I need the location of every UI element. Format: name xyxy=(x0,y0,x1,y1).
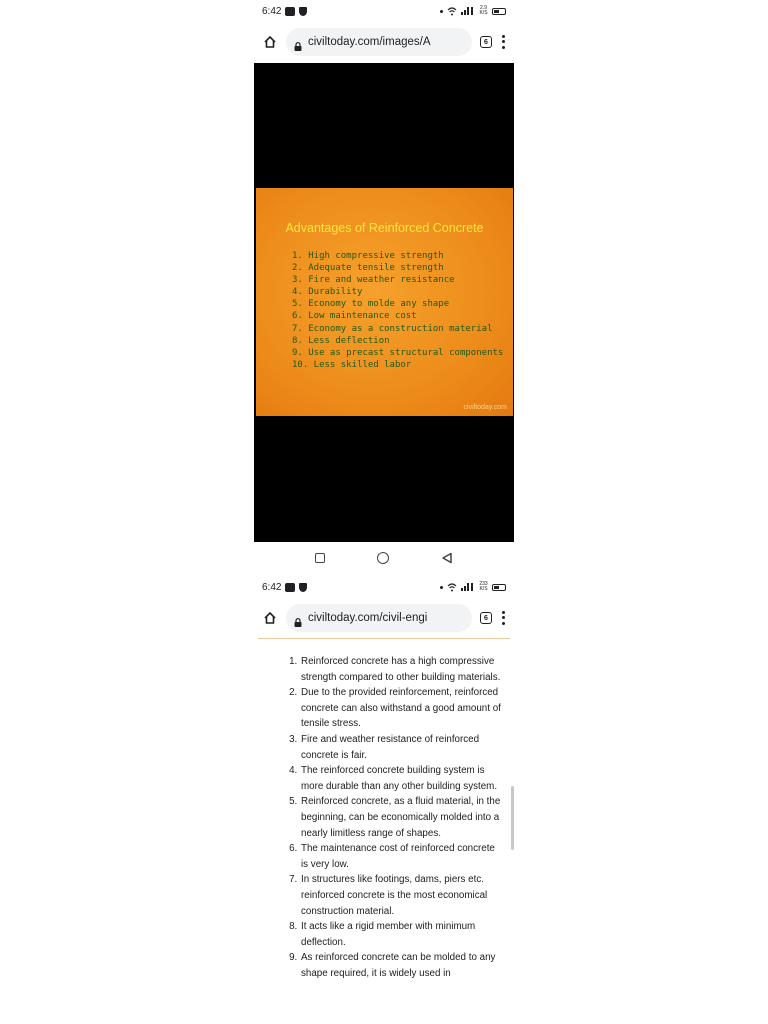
status-time: 6:42 xyxy=(262,581,282,593)
browser-toolbar xyxy=(254,598,514,638)
advantages-list xyxy=(254,648,514,981)
dot-icon xyxy=(440,586,443,589)
status-bar xyxy=(254,0,514,22)
slide-list-item: 3. Fire and weather resistance xyxy=(292,275,455,286)
back-button[interactable] xyxy=(441,552,453,564)
slide-list-item: 2. Adequate tensile strength xyxy=(292,263,444,274)
slide-watermark: civiltoday.com xyxy=(463,404,507,411)
recents-button[interactable] xyxy=(315,553,325,563)
shield-icon xyxy=(299,583,307,592)
list-item: 7. In structures like footings, dams, piers etc. reinforced concrete is the most economical construction material. xyxy=(300,872,504,919)
more-menu-icon[interactable] xyxy=(500,610,506,626)
lock-icon xyxy=(294,614,302,623)
home-icon[interactable] xyxy=(262,610,278,626)
slide-list-item: 8. Less deflection xyxy=(292,335,390,346)
system-nav-bar xyxy=(254,542,514,574)
status-bar xyxy=(254,576,514,598)
screenshot-bottom xyxy=(254,576,514,1024)
status-time: 6:42 xyxy=(262,5,282,17)
browser-toolbar xyxy=(254,22,514,62)
network-speed: 233 K/S xyxy=(479,581,488,592)
scrollbar[interactable] xyxy=(511,786,514,850)
list-item: 9. As reinforced concrete can be molded to any shape required, it is widely used in xyxy=(300,950,504,981)
screenshot-top xyxy=(254,0,514,574)
slide-list xyxy=(292,250,503,371)
url-text: civiltoday.com/images/A xyxy=(308,36,431,48)
notification-v-icon xyxy=(285,583,295,592)
slide-image[interactable] xyxy=(256,188,513,416)
more-menu-icon[interactable] xyxy=(500,34,506,50)
article-content xyxy=(254,648,514,981)
battery-icon xyxy=(492,584,506,591)
signal-icon xyxy=(461,7,475,15)
wifi-icon xyxy=(447,7,457,16)
list-item: 5. Reinforced concrete, as a fluid material, in the beginning, can be economically molded into a nearly limitless range of shapes. xyxy=(300,794,504,841)
slide-list-item: 9. Use as precast structural components xyxy=(292,347,504,358)
slide-list-item: 7. Economy as a construction material xyxy=(292,323,493,334)
url-text: civiltoday.com/civil-engi xyxy=(308,612,428,624)
list-item: 2. Due to the provided reinforcement, reinforced concrete can also withstand a good amount of tensile stress. xyxy=(300,685,504,732)
slide-list-item: 4. Durability xyxy=(292,287,363,298)
tab-switcher-button[interactable]: 6 xyxy=(480,612,492,624)
address-bar[interactable] xyxy=(286,604,472,632)
image-viewer xyxy=(254,63,514,542)
list-item: 6. The maintenance cost of reinforced concrete is very low. xyxy=(300,841,504,872)
slide-title: Advantages of Reinforced Concrete xyxy=(285,221,484,235)
home-button[interactable] xyxy=(377,552,389,564)
wifi-icon xyxy=(447,583,457,592)
slide-list-item: 6. Low maintenance cost xyxy=(292,311,417,322)
slide-list-item: 10. Less skilled labor xyxy=(292,359,412,370)
home-icon[interactable] xyxy=(262,34,278,50)
dot-icon xyxy=(440,10,443,13)
signal-icon xyxy=(461,583,475,591)
address-bar[interactable] xyxy=(286,28,472,56)
content-divider xyxy=(258,638,510,639)
tab-switcher-button[interactable]: 6 xyxy=(480,36,492,48)
list-item: 4. The reinforced concrete building system is more durable than any other building system. xyxy=(300,763,504,794)
battery-icon xyxy=(492,8,506,15)
list-item: 3. Fire and weather resistance of reinforced concrete is fair. xyxy=(300,732,504,763)
slide-list-item: 1. High compressive strength xyxy=(292,251,444,261)
slide-list-item: 5. Economy to molde any shape xyxy=(292,299,450,310)
network-speed: 2.9 K/S xyxy=(479,5,488,16)
lock-icon xyxy=(294,38,302,47)
list-item: 8. It acts like a rigid member with minimum deflection. xyxy=(300,919,504,950)
notification-v-icon xyxy=(285,7,295,16)
list-item: 1. Reinforced concrete has a high compressive strength compared to other building materials. xyxy=(300,654,504,685)
shield-icon xyxy=(299,7,307,16)
